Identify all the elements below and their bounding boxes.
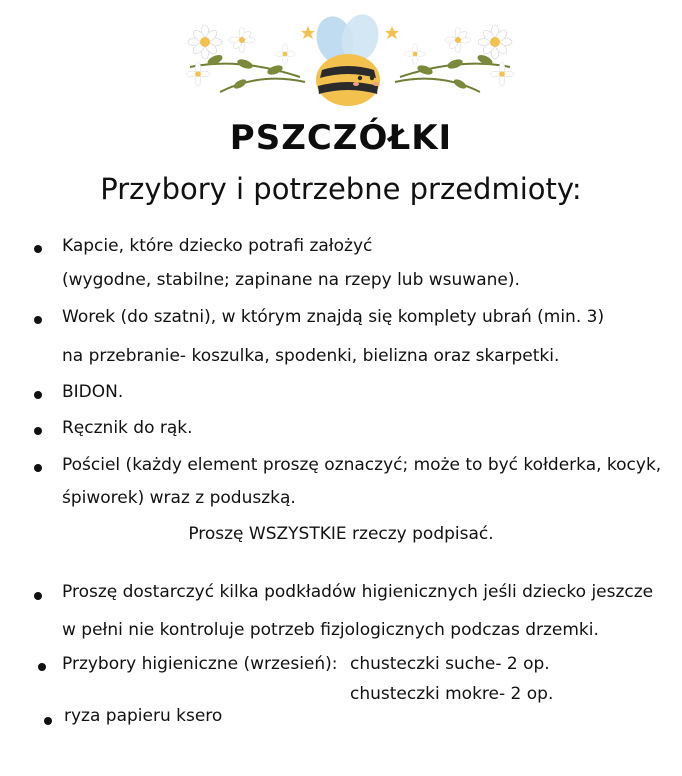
list-item-line: na przebranie- koszulka, spodenki, bielizna oraz skarpetki. <box>62 346 560 366</box>
list-item-line: BIDON. <box>62 382 124 402</box>
bullet-icon <box>38 663 46 671</box>
list-item-line: Proszę dostarczyć kilka podkładów higienicznych jeśli dziecko jeszcze <box>62 582 654 602</box>
list-item-line: Pościel (każdy element proszę oznaczyć; może to być kołderka, kocyk, <box>62 455 662 475</box>
bee-icon <box>311 12 383 106</box>
list-item-line: Przybory higieniczne (wrzesień): <box>62 654 338 674</box>
daisy-icon <box>405 25 514 86</box>
bullet-icon <box>34 592 42 600</box>
daisy-icon <box>186 25 295 86</box>
sign-note: Proszę WSZYSTKIE rzeczy podpisać. <box>188 524 494 544</box>
list-item-line: Kapcie, które dziecko potrafi założyć <box>62 236 373 256</box>
page-subtitle: Przybory i potrzebne przedmioty: <box>100 172 582 206</box>
hygiene-detail: chusteczki mokre- 2 op. <box>350 684 554 704</box>
bee-flowers-decoration <box>180 12 520 112</box>
bullet-icon <box>34 391 42 399</box>
list-item-line: Worek (do szatni), w którym znajdą się komplety ubrań (min. 3) <box>62 307 605 327</box>
list-item-line: w pełni nie kontroluje potrzeb fizjologicznych podczas drzemki. <box>62 620 599 640</box>
hygiene-detail: chusteczki suche- 2 op. <box>350 654 550 674</box>
bullet-icon <box>34 316 42 324</box>
page-title: PSZCZÓŁKI <box>229 118 453 158</box>
list-item-line: ryza papieru ksero <box>64 706 223 726</box>
list-item-line: Ręcznik do rąk. <box>62 418 193 438</box>
list-item-line: (wygodne, stabilne; zapinane na rzepy lub wsuwane). <box>62 270 520 290</box>
bullet-icon <box>34 245 42 253</box>
list-item-line: śpiworek) wraz z poduszką. <box>62 488 296 508</box>
bullet-icon <box>34 464 42 472</box>
bullet-icon <box>44 717 52 725</box>
bullet-icon <box>34 427 42 435</box>
